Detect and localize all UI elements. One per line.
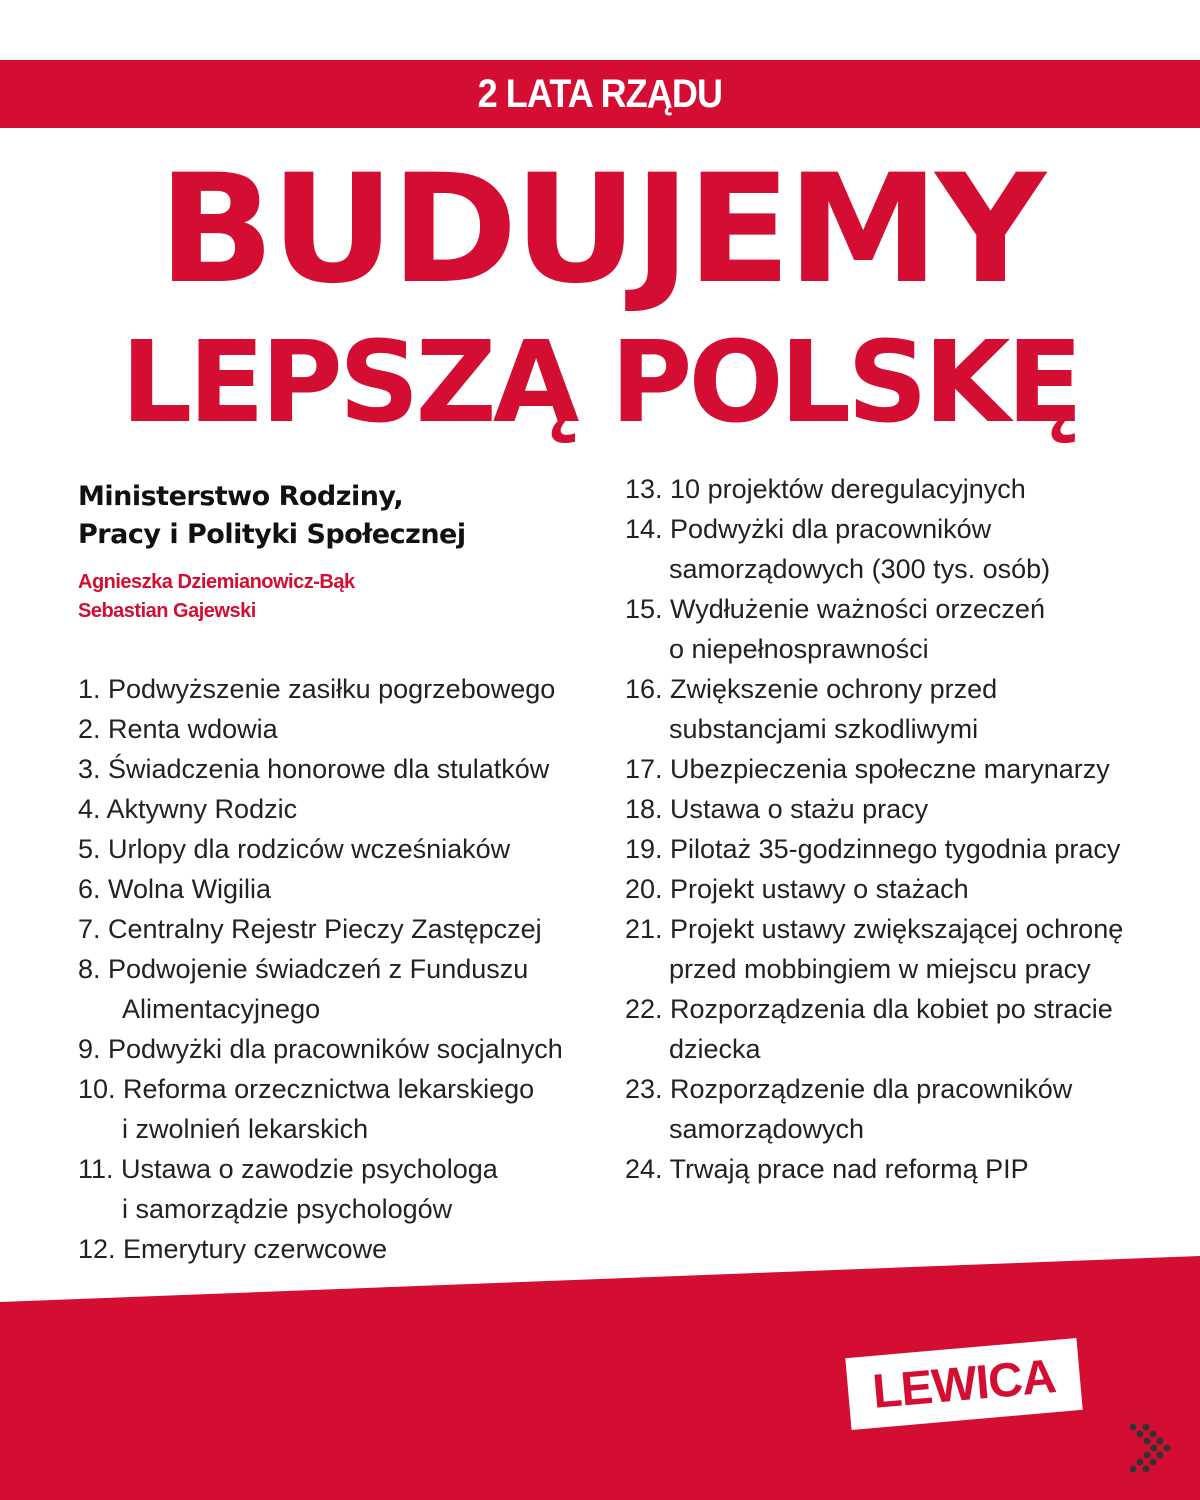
logo-text: LEWICA	[870, 1349, 1058, 1419]
list-item-continuation: samorządowych (300 tys. osób)	[669, 554, 1051, 584]
list-item-text: 1. Podwyższenie zasiłku pogrzebowego	[78, 674, 556, 704]
list-item-text: 9. Podwyżki dla pracowników socjalnych	[78, 1034, 563, 1064]
list-item-text: 21. Projekt ustawy zwiększającej ochronę	[625, 914, 1124, 944]
ministry-line2: Pracy i Polityki Społecznej	[78, 519, 466, 550]
list-item-continuation: samorządowych	[669, 1114, 865, 1144]
list-item-text: 23. Rozporządzenie dla pracowników	[625, 1074, 1073, 1104]
list-item-text: 2. Renta wdowia	[78, 714, 278, 744]
minister-name: Agnieszka Dziemianowicz-Bąk	[78, 571, 355, 593]
ministry-line1: Ministerstwo Rodziny,	[78, 481, 404, 512]
list-item-continuation: Alimentacyjnego	[122, 994, 321, 1024]
list-item-text: 14. Podwyżki dla pracowników	[625, 514, 992, 544]
list-item-continuation: i samorządzie psychologów	[122, 1194, 453, 1224]
kicker: 2 LATA RZĄDU	[477, 71, 723, 116]
list-item-text: 13. 10 projektów deregulacyjnych	[625, 474, 1026, 504]
list-item-text: 12. Emerytury czerwcowe	[78, 1234, 388, 1264]
headline-line1: BUDUJEMY	[158, 143, 1042, 317]
minister-name: Sebastian Gajewski	[78, 600, 256, 622]
list-item-text: 22. Rozporządzenia dla kobiet po stracie	[625, 994, 1113, 1024]
list-item-text: 3. Świadczenia honorowe dla stulatków	[78, 754, 550, 784]
list-item-text: 5. Urlopy dla rodziców wcześniaków	[78, 834, 511, 864]
list-item-text: 10. Reforma orzecznictwa lekarskiego	[78, 1074, 535, 1104]
list-item-continuation: przed mobbingiem w miejscu pracy	[669, 954, 1091, 984]
list-item-text: 17. Ubezpieczenia społeczne marynarzy	[625, 754, 1110, 784]
list-item-continuation: substancjami szkodliwymi	[669, 714, 979, 744]
list-item-text: 24. Trwają prace nad reformą PIP	[625, 1154, 1029, 1184]
headline-line2: LEPSZĄ POLSKĘ	[120, 318, 1080, 448]
list-item-text: 16. Zwiększenie ochrony przed	[625, 674, 998, 704]
list-item-text: 4. Aktywny Rodzic	[78, 794, 298, 824]
list-item-continuation: dziecka	[669, 1034, 761, 1064]
list-item-continuation: o niepełnosprawności	[669, 634, 929, 664]
list-item-text: 7. Centralny Rejestr Pieczy Zastępczej	[78, 914, 542, 944]
list-item-text: 20. Projekt ustawy o stażach	[625, 874, 969, 904]
list-item-text: 19. Pilotaż 35-godzinnego tygodnia pracy	[625, 834, 1121, 864]
list-item-text: 6. Wolna Wigilia	[78, 874, 272, 904]
list-item-continuation: i zwolnień lekarskich	[122, 1114, 369, 1144]
list-item-text: 8. Podwojenie świadczeń z Funduszu	[78, 954, 529, 984]
list-item-text: 18. Ustawa o stażu pracy	[625, 794, 929, 824]
list-item-text: 15. Wydłużenie ważności orzeczeń	[625, 594, 1045, 624]
list-item-text: 11. Ustawa o zawodzie psychologa	[78, 1154, 498, 1184]
